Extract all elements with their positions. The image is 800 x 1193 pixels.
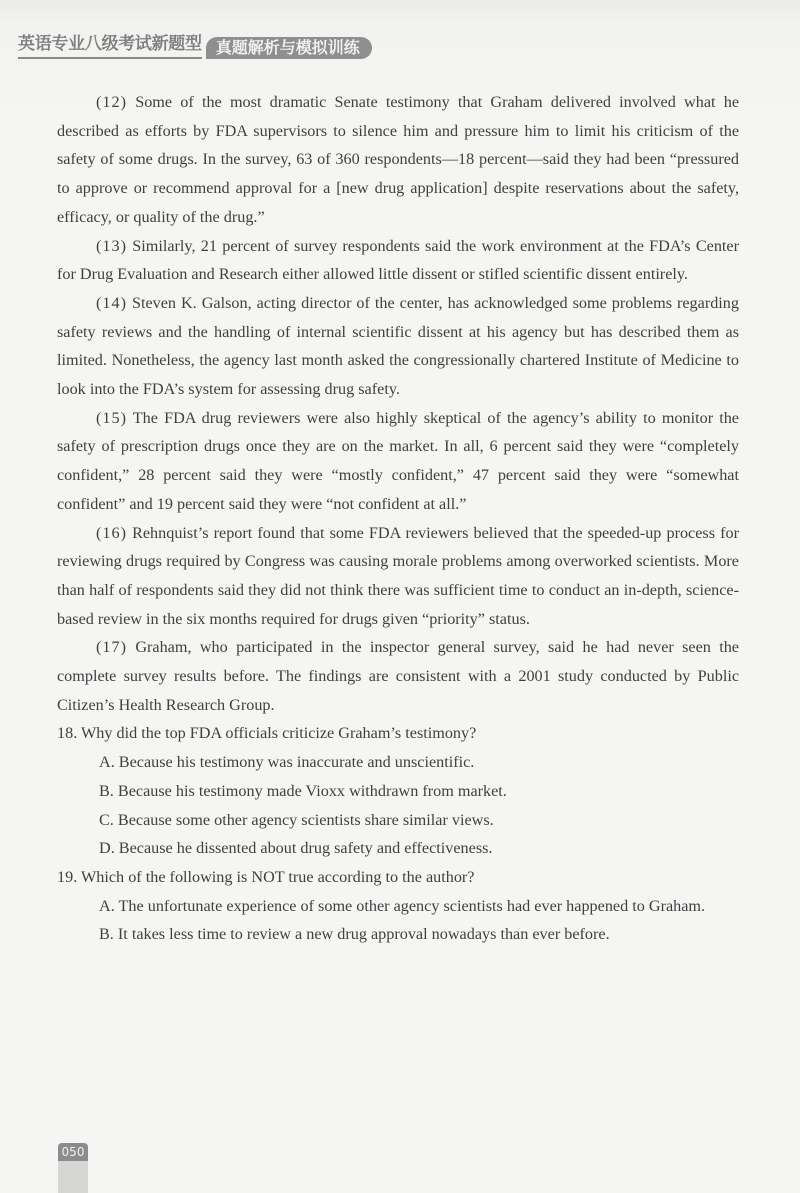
paragraph-text: Similarly, 21 percent of survey respondents said the work environment at the FDA’s Center for Drug Evaluation and Research either allowed little dissent or stifled scientific dissent entirely.: [57, 236, 739, 284]
paragraph-number: (13): [96, 236, 127, 255]
paragraph-14: [57, 289, 739, 404]
question-number: 18.: [57, 724, 78, 743]
series-title: 英语专业八级考试新题型: [18, 33, 202, 59]
option-letter: A.: [99, 753, 115, 772]
option-text: Because his testimony made Vioxx withdrawn from market.: [117, 781, 507, 800]
paragraph-number: (15): [96, 408, 127, 427]
option-b: [57, 920, 739, 949]
question-19: [57, 863, 739, 949]
page-number-badge: 050: [58, 1143, 88, 1161]
paragraph-15: [57, 404, 739, 519]
paragraph-text: Graham, who participated in the inspector general survey, said he had never seen the complete survey results before. The findings are consistent with a 2001 study conducted by Public Citizen’s Health Research Group.: [57, 638, 739, 714]
paragraph-number: (17): [96, 638, 127, 657]
option-text: It takes less time to review a new drug approval nowadays than ever before.: [117, 925, 610, 944]
option-letter: B.: [99, 781, 114, 800]
paragraph-text: Steven K. Galson, acting director of the center, has acknowledged some problems regarding safety reviews and the handling of internal scientific dissent at his agency but has described them as limited. Nonetheless, the agency last month asked the congressionally chartered Institute of Medicine to look into the FDA’s system for assessing drug safety.: [57, 293, 739, 399]
question-stem: [57, 863, 739, 892]
option-letter: C.: [99, 810, 114, 829]
page-edge-strip: [58, 1161, 88, 1193]
question-stem: [57, 719, 739, 748]
option-b: [57, 777, 739, 806]
paragraph-16: [57, 519, 739, 634]
paragraph-number: (12): [96, 93, 127, 111]
paragraph-13: [57, 232, 739, 289]
paragraph-text: The FDA drug reviewers were also highly skeptical of the agency’s ability to monitor the safety of prescription drugs once they are on the market. In all, 6 percent said they were “completely confident,” 28 percent said they were “mostly confident,” 47 percent said they were “somewhat confident” and 19 percent said they were “not confident at all.”: [57, 408, 739, 513]
question-text: Why did the top FDA officials criticize Graham’s testimony?: [81, 724, 477, 743]
option-letter: A.: [99, 896, 115, 915]
option-d: [57, 834, 739, 863]
option-text: The unfortunate experience of some other agency scientists had ever happened to Graham.: [118, 896, 706, 915]
page-content: [57, 88, 739, 949]
paragraph-number: (14): [96, 293, 127, 312]
paragraph-17: [57, 633, 739, 719]
option-text: Because his testimony was inaccurate and unscientific.: [118, 753, 475, 772]
question-text: Which of the following is NOT true according to the author?: [81, 867, 475, 886]
question-18: [57, 719, 739, 863]
paragraph-text: Some of the most dramatic Senate testimony that Graham delivered involved what he described as efforts by FDA supervisors to silence him and pressure him to limit his criticism of the safety of some drugs. In the survey, 63 of 360 respondents—18 percent—said they had been “pressured to approve or recommend approval for a [new drug application] despite reservations about the safety, efficacy, or quality of the drug.”: [57, 93, 739, 226]
option-a: [57, 748, 739, 777]
option-text: Because he dissented about drug safety and effectiveness.: [118, 839, 493, 858]
running-header: [18, 33, 372, 59]
option-text: Because some other agency scientists share similar views.: [117, 810, 494, 829]
option-c: [57, 806, 739, 835]
paragraph-12: [57, 88, 739, 232]
option-letter: B.: [99, 925, 114, 944]
option-a: [57, 892, 739, 921]
question-number: 19.: [57, 867, 78, 886]
paragraph-text: Rehnquist’s report found that some FDA reviewers believed that the speeded-up process for reviewing drugs required by Congress was causing morale problems among overworked scientists. More than half of respondents said they did not think there was sufficient time to conduct an in-depth, science-based review in the six months required for drugs given “priority” status.: [57, 523, 740, 628]
book-subtitle-tab: 真题解析与模拟训练: [206, 37, 372, 59]
paragraph-number: (16): [96, 523, 127, 542]
option-letter: D.: [99, 839, 115, 858]
